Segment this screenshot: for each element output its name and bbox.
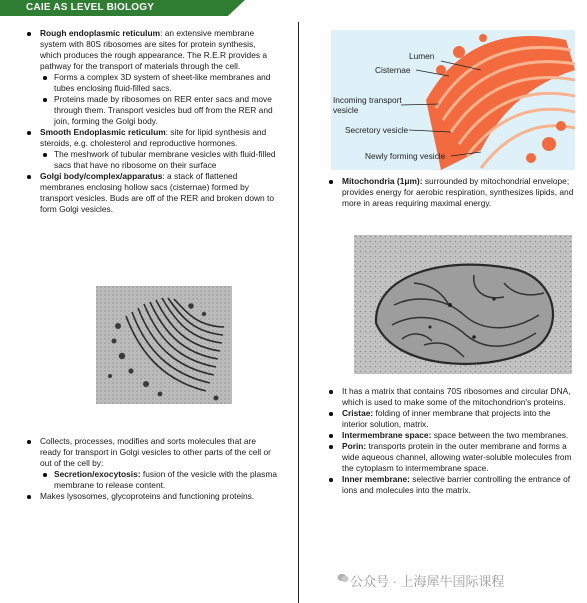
column-divider: [298, 22, 299, 603]
left-column-lower: [24, 436, 278, 502]
right-column-lower: [326, 386, 576, 496]
list-item-cristae: Cristae: folding of inner membrane that projects into the interior solution, matrix.: [326, 408, 576, 430]
list-item: It has a matrix that contains 70S ribosomes and circular DNA, which is used to make some of the mitochondrion's proteins.: [326, 386, 576, 408]
list-item: Proteins made by ribosomes on RER enter sacs and move through them. Transport vesicles bud off from the RER and join, forming the Golgi body.: [40, 94, 278, 127]
list-item: Forms a complex 3D system of sheet-like membranes and tubes enclosing fluid-filled sacs.: [40, 72, 278, 94]
label-newly-forming-vesicle: Newly forming vesicle: [365, 151, 446, 161]
list-item-secretion: Secretion/exocytosis: fusion of the vesicle with the plasma membrane to release content.: [40, 469, 278, 491]
golgi-diagram: [331, 30, 575, 170]
label-cisternae: Cisternae: [375, 65, 411, 75]
left-column: [24, 28, 278, 215]
right-column-upper: [326, 176, 576, 209]
page-title: CAIE AS LEVEL BIOLOGY: [26, 2, 155, 13]
list-item: Collects, processes, modifies and sorts molecules that are ready for transport in Golgi vesicles to other parts of the cell or out of the cell by: Secretion/exocytosis: fusion of the vesicle with the plasma membrane to release content.: [24, 436, 278, 491]
list-item: The meshwork of tubular membrane vesicles with fluid-filled sacs that have no ribosome on their surface: [40, 149, 278, 171]
list-item-intermembrane-space: Intermembrane space: space between the two membranes.: [326, 430, 576, 441]
list-item-mitochondria: Mitochondria (1μm): surrounded by mitochondrial envelope; provides energy for aerobic respiration, synthesizes lipids, and more in areas requiring maximal energy.: [326, 176, 576, 209]
list-item: Makes lysosomes, glycoproteins and functioning proteins.: [24, 491, 278, 502]
label-lumen: Lumen: [409, 51, 435, 61]
mitochondrion-micrograph: [354, 235, 572, 374]
golgi-micrograph: [96, 286, 232, 404]
list-item-inner-membrane: Inner membrane: selective barrier controlling the entrance of ions and molecules into the matrix.: [326, 474, 576, 496]
wechat-icon: [337, 573, 349, 583]
list-item-rer: Rough endoplasmic reticulum: an extensive membrane system with 80S ribosomes are sites for protein synthesis, which produces the rough appearance. The R.E.R provides a pathway for the transport of materials through the cell. Forms a complex 3D system of sheet-like membranes and tubes enclosing fluid-filled sacs. Proteins made by ribosomes on RER enter sacs and move through them. Transport vesicles bud off from the RER and join, forming the Golgi body.: [24, 28, 278, 127]
list-item-golgi: Golgi body/complex/apparatus: a stack of flattened membranes enclosing hollow sacs (cisternae) formed by transport vesicles. Buds are off of the RER and broken down to form Golgi vesicles.: [24, 171, 278, 215]
label-incoming-vesicle: Incoming transport vesicle: [333, 95, 402, 115]
mitochondrion-shape: [376, 265, 553, 364]
watermark-text: 公众号 · 上海犀牛国际课程: [350, 574, 505, 589]
list-item-ser: Smooth Endoplasmic reticulum: site for lipid synthesis and steroids, e.g. cholesterol and reproductive hormones. The meshwork of tubular membrane vesicles with fluid-filled sacs that have no ribosome on their surface: [24, 127, 278, 171]
label-secretory-vesicle: Secretory vesicle: [345, 125, 409, 135]
list-item-porin: Porin: transports protein in the outer membrane and forms a wide aqueous channel, allowing water-soluble molecules from the cytoplasm to intermembrane space.: [326, 441, 576, 474]
